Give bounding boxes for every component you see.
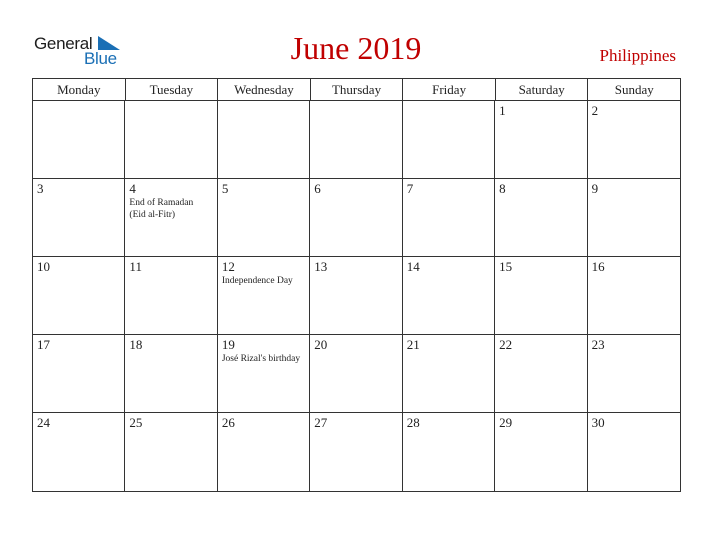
day-number: 29 bbox=[499, 415, 513, 430]
holiday-label: Independence Day bbox=[221, 276, 293, 286]
day-number: 16 bbox=[591, 259, 605, 274]
day-number: 13 bbox=[314, 259, 328, 274]
day-cell bbox=[125, 179, 217, 257]
day-number: 8 bbox=[499, 181, 506, 196]
day-cell bbox=[310, 179, 402, 257]
day-cell bbox=[403, 101, 495, 179]
day-number: 17 bbox=[37, 337, 50, 352]
day-cell bbox=[310, 335, 402, 413]
country-label: Philippines bbox=[599, 46, 676, 65]
day-number: 12 bbox=[221, 259, 235, 274]
day-cell bbox=[218, 101, 310, 179]
day-cell bbox=[33, 413, 125, 491]
day-cell bbox=[495, 101, 587, 179]
day-cell bbox=[403, 413, 495, 491]
day-number: 24 bbox=[37, 415, 50, 430]
day-number: 15 bbox=[499, 259, 513, 274]
day-number: 20 bbox=[314, 337, 328, 352]
day-cell bbox=[33, 257, 125, 335]
day-number: 25 bbox=[129, 415, 143, 430]
day-cells bbox=[33, 101, 680, 491]
holiday-label: End of Ramadan (Eid al-Fitr) bbox=[129, 198, 194, 220]
calendar-grid bbox=[32, 78, 681, 492]
day-cell bbox=[588, 335, 680, 413]
day-number: 6 bbox=[314, 181, 321, 196]
day-number: 7 bbox=[406, 181, 414, 196]
day-cell bbox=[218, 179, 310, 257]
day-cell bbox=[588, 413, 680, 491]
weekday-header: Wednesday bbox=[218, 79, 311, 100]
day-number: 18 bbox=[129, 337, 143, 352]
day-number: 14 bbox=[406, 259, 420, 274]
weekday-header: Thursday bbox=[311, 79, 404, 100]
day-number: 19 bbox=[221, 337, 235, 352]
holiday-label: José Rizal's birthday bbox=[221, 354, 301, 364]
logo-blue-text: Blue bbox=[84, 49, 117, 68]
day-number: 26 bbox=[221, 415, 235, 430]
day-number: 23 bbox=[591, 337, 605, 352]
day-number: 22 bbox=[499, 337, 513, 352]
day-number: 30 bbox=[591, 415, 605, 430]
day-cell bbox=[218, 413, 310, 491]
weekday-header: Sunday bbox=[614, 82, 654, 97]
day-number: 28 bbox=[406, 415, 420, 430]
day-cell bbox=[588, 101, 680, 179]
weekday-header: Tuesday bbox=[126, 79, 219, 100]
day-cell bbox=[403, 257, 495, 335]
day-number: 3 bbox=[37, 181, 44, 196]
day-number: 10 bbox=[37, 259, 50, 274]
day-number: 5 bbox=[221, 181, 229, 196]
day-cell bbox=[588, 179, 680, 257]
day-cell bbox=[588, 257, 680, 335]
day-cell bbox=[125, 257, 217, 335]
day-cell bbox=[495, 335, 587, 413]
day-number: 11 bbox=[129, 259, 142, 274]
logo-general-text: General bbox=[34, 34, 93, 53]
day-number: 21 bbox=[406, 337, 420, 352]
day-cell bbox=[310, 257, 402, 335]
day-cell bbox=[33, 101, 125, 179]
day-cell bbox=[33, 335, 125, 413]
day-cell bbox=[310, 101, 402, 179]
day-cell bbox=[495, 413, 587, 491]
day-cell bbox=[495, 179, 587, 257]
day-number: 4 bbox=[129, 181, 136, 196]
day-cell bbox=[403, 179, 495, 257]
day-cell bbox=[495, 257, 587, 335]
day-cell bbox=[33, 179, 125, 257]
day-number: 9 bbox=[591, 181, 599, 196]
day-cell bbox=[218, 257, 310, 335]
day-number: 2 bbox=[591, 103, 599, 118]
day-cell bbox=[310, 413, 402, 491]
day-number: 1 bbox=[499, 103, 506, 118]
weekday-header: Monday bbox=[33, 79, 126, 100]
day-cell bbox=[218, 335, 310, 413]
day-cell bbox=[125, 413, 217, 491]
day-cell bbox=[125, 335, 217, 413]
weekday-header: Friday bbox=[403, 79, 496, 100]
day-cell bbox=[403, 335, 495, 413]
day-number: 27 bbox=[314, 415, 328, 430]
day-cell bbox=[125, 101, 217, 179]
weekday-header: Saturday bbox=[496, 79, 589, 100]
calendar-title: June 2019 bbox=[290, 30, 422, 66]
weekday-header-row bbox=[33, 79, 680, 101]
